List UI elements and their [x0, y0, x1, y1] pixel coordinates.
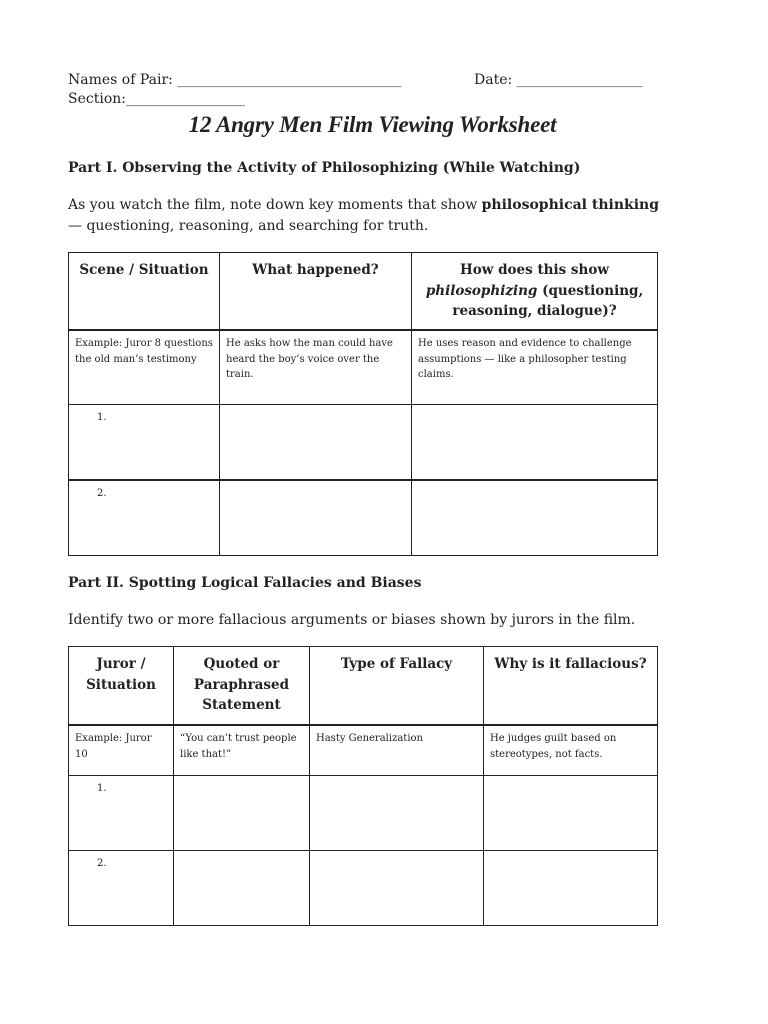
part2-row1-juror[interactable]: 1. — [69, 776, 174, 851]
part1-row1-happened[interactable] — [220, 405, 412, 481]
part1-instruction — [68, 195, 668, 237]
part2-row1-fallacy[interactable] — [310, 776, 484, 851]
part2-example-row — [69, 725, 658, 776]
part1-example-happened: He asks how the man could have heard the boy’s voice over the train. — [220, 330, 412, 405]
part2-col-why: Why is it fallacious? — [484, 647, 658, 726]
part1-col-how-philosophizing — [412, 253, 658, 331]
table-row — [69, 851, 658, 926]
part2-example-juror: Example: Juror 10 — [69, 725, 174, 776]
part2-col-statement: Quoted or Paraphrased Statement — [174, 647, 310, 726]
worksheet-title: 12 Angry Men Film Viewing Worksheet — [188, 112, 557, 137]
part1-col-what-happened: What happened? — [220, 253, 412, 331]
part1-instruction-start: As you watch the film, note down key moments that show — [68, 197, 482, 213]
part2-col-juror: Juror / Situation — [69, 647, 174, 726]
part1-table — [68, 252, 658, 556]
table-row — [69, 405, 658, 481]
part1-row2-happened[interactable] — [220, 480, 412, 556]
part2-example-statement: “You can’t trust people like that!” — [174, 725, 310, 776]
part2-col-fallacy: Type of Fallacy — [310, 647, 484, 726]
part1-instruction-end: — questioning, reasoning, and searching for truth. — [68, 218, 429, 234]
part2-example-why: He judges guilt based on stereotypes, not facts. — [484, 725, 658, 776]
part1-col-how-em: philosophizing — [425, 282, 538, 299]
part2-row1-why[interactable] — [484, 776, 658, 851]
part1-row1-how[interactable] — [412, 405, 658, 481]
names-of-pair-field[interactable]: Names of Pair: ________________________________ — [68, 72, 402, 88]
part2-row1-statement[interactable] — [174, 776, 310, 851]
date-field[interactable]: Date: __________________ — [474, 72, 643, 88]
part2-example-fallacy: Hasty Generalization — [310, 725, 484, 776]
part1-example-row — [69, 330, 658, 405]
part1-row2-how[interactable] — [412, 480, 658, 556]
part1-row2-scene[interactable]: 2. — [69, 480, 220, 556]
table-row — [69, 480, 658, 556]
section-field[interactable]: Section:_________________ — [68, 91, 245, 107]
part2-table — [68, 646, 658, 926]
part2-row2-statement[interactable] — [174, 851, 310, 926]
part1-col-scene: Scene / Situation — [69, 253, 220, 331]
part2-instruction: Identify two or more fallacious arguments or biases shown by jurors in the film. — [68, 612, 636, 628]
part1-row1-scene[interactable]: 1. — [69, 405, 220, 481]
part2-row2-fallacy[interactable] — [310, 851, 484, 926]
part2-row2-why[interactable] — [484, 851, 658, 926]
part1-example-how: He uses reason and evidence to challenge assumptions — like a philosopher testing claims. — [412, 330, 658, 405]
part1-instruction-bold: philosophical thinking — [481, 197, 660, 213]
part1-header-row — [69, 253, 658, 331]
part1-col-how-end: (questioning, reasoning, dialogue)? — [452, 282, 644, 319]
part1-example-scene: Example: Juror 8 questions the old man’s testimony — [69, 330, 220, 405]
part2-heading: Part II. Spotting Logical Fallacies and Biases — [68, 575, 422, 591]
part1-col-how-start: How does this show — [460, 262, 609, 278]
part2-header-row — [69, 647, 658, 726]
part1-heading: Part I. Observing the Activity of Philosophizing (While Watching) — [68, 160, 581, 176]
table-row — [69, 776, 658, 851]
part2-row2-juror[interactable]: 2. — [69, 851, 174, 926]
